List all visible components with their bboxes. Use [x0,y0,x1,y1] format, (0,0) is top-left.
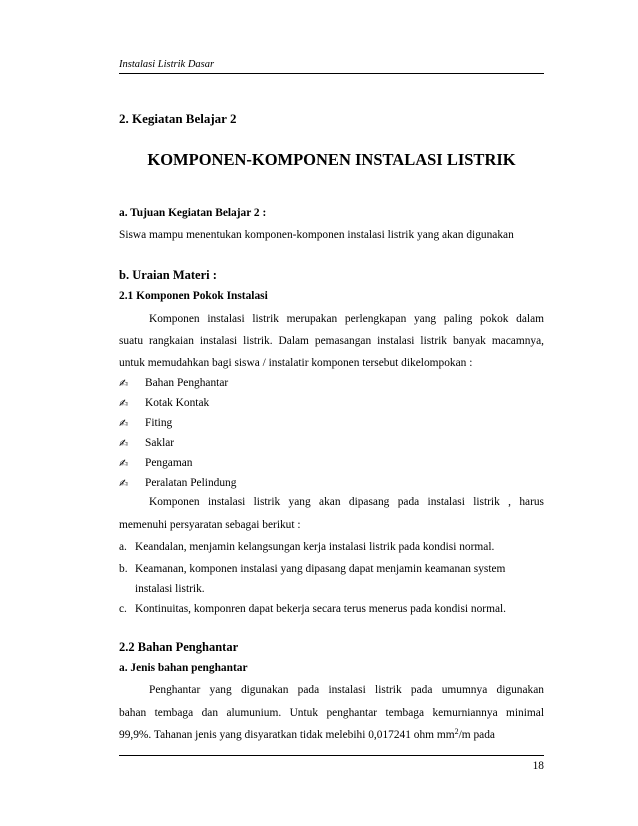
requirement-marker: c. [119,603,127,615]
footer-rule [119,755,544,756]
tujuan-text: Siswa mampu menentukan komponen-komponen instalasi listrik yang akan digunakan [119,229,514,241]
paragraph-line: bahan tembaga dan alumunium. Untuk penghantar tembaga kemurniannya minimal [119,707,544,719]
list-item-label: Peralatan Pelindung [145,477,237,489]
requirement-text: Keandalan, menjamin kelangsungan kerja instalasi listrik pada kondisi normal. [135,541,495,553]
requirement-text: Kontinuitas, komponren dapat bekerja secara terus menerus pada kondisi normal. [135,603,507,615]
list-item-label: Kotak Kontak [145,397,210,409]
list-item-label: Bahan Penghantar [145,377,229,389]
section-heading: 2. Kegiatan Belajar 2 [119,111,237,126]
requirement-marker: a. [119,541,127,553]
uraian-heading: b. Uraian Materi : [119,268,217,282]
requirement-text: instalasi listrik. [135,583,205,595]
running-header: Instalasi Listrik Dasar [119,59,215,70]
requirement-marker: b. [119,563,128,575]
writing-hand-icon: ✍ [119,397,129,410]
paragraph-line: suatu rangkaian instalasi listrik. Dalam pemasangan instalasi listrik banyak macamnya, [119,335,544,347]
writing-hand-icon: ✍ [119,417,129,430]
komponen-pokok-heading: 2.1 Komponen Pokok Instalasi [119,290,268,302]
paragraph-line: Komponen instalasi listrik yang akan dipasang pada instalasi listrik , harus [149,496,544,508]
writing-hand-icon: ✍ [119,377,129,390]
writing-hand-icon: ✍ [119,437,129,450]
line-text: 99,9%. Tahanan jenis yang disyaratkan tidak melebihi 0,017241 ohm mm [119,729,455,741]
paragraph-line [119,729,495,741]
writing-hand-icon: ✍ [119,477,129,490]
paragraph-line: Penghantar yang digunakan pada instalasi listrik pada umumnya digunakan [149,684,544,696]
paragraph-line: memenuhi persyaratan sebagai berikut : [119,519,301,531]
requirement-item [119,603,506,615]
requirement-text: Keamanan, komponen instalasi yang dipasang dapat menjamin keamanan system [135,563,506,575]
jenis-bahan-heading: a. Jenis bahan penghantar [119,662,248,674]
requirement-item [119,541,494,553]
writing-hand-icon: ✍ [119,457,129,470]
list-item-label: Saklar [145,437,175,449]
bahan-penghantar-heading: 2.2 Bahan Penghantar [119,640,239,654]
paragraph-line: Komponen instalasi listrik merupakan perlengkapan yang paling pokok dalam [149,313,544,325]
page-number: 18 [532,760,544,772]
paragraph-line: untuk memudahkan bagi siswa / instalatir komponen tersebut dikelompokan : [119,357,473,369]
tujuan-heading: a. Tujuan Kegiatan Belajar 2 : [119,207,267,219]
header-rule [119,73,544,74]
line-text: /m pada [458,729,495,741]
requirement-item [119,583,205,595]
list-item-label: Fiting [145,417,173,429]
superscript: 2 [454,727,459,736]
requirement-item [119,563,544,575]
list-item-label: Pengaman [145,457,193,469]
page-title: KOMPONEN-KOMPONEN INSTALASI LISTRIK [147,150,516,169]
